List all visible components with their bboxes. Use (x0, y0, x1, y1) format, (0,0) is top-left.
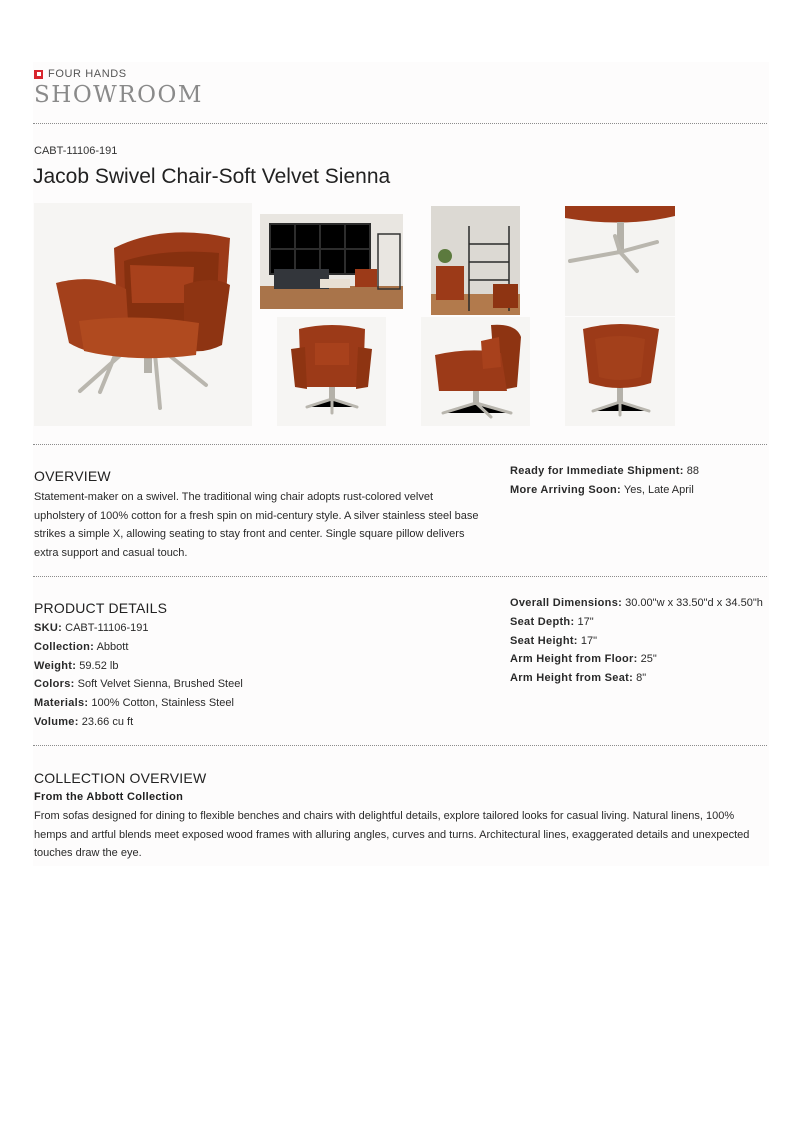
product-title: Jacob Swivel Chair-Soft Velvet Sienna (33, 165, 391, 188)
dimension-label: Arm Height from Seat: (510, 672, 634, 685)
divider (33, 444, 767, 445)
overview-text: Statement-maker on a swivel. The traditional wing chair adopts rust-colored velvet upholstery of 100% cotton for a fresh spin on mid-century style. A silver stainless steel base strikes a simple X, allowing seating to stay front and center. Single square pillow delivers extra support and casual touch. (34, 491, 479, 559)
detail-row (34, 694, 243, 713)
detail-row (34, 619, 243, 638)
dimension-label: Arm Height from Floor: (510, 653, 638, 666)
arriving-row (510, 481, 699, 500)
stock-value: 88 (686, 465, 700, 477)
dimension-value: 17" (580, 634, 597, 647)
detail-label: Collection: (34, 640, 95, 653)
details-left (34, 619, 243, 732)
product-code: CABT-11106-191 (34, 145, 118, 157)
dimension-row (510, 650, 763, 669)
overview-heading: OVERVIEW (34, 468, 111, 484)
dimension-label: Overall Dimensions: (510, 597, 623, 609)
stock-label: Ready for Immediate Shipment: (510, 465, 684, 477)
dimension-value: 30.00"w x 33.50"d x 34.50"h (625, 597, 763, 609)
detail-label: Volume: (34, 715, 79, 728)
dimension-label: Seat Height: (510, 634, 578, 647)
divider (33, 123, 767, 124)
collection-text: From sofas designed for dining to flexible benches and chairs with delightful details, explore tailored looks for casual living. Natural linens, 100% hemps and artful blends meet exposed wood frames with alluring angles, curves and turns. Architectural lines, exaggerated details and unexpected touches draw the eye. (34, 810, 750, 859)
availability-list (510, 462, 699, 500)
brand-mark-icon (34, 70, 43, 79)
detail-label: Weight: (34, 659, 77, 672)
base-detail-image[interactable] (565, 206, 675, 316)
brand-logo (34, 68, 203, 108)
shelf-scene-image[interactable] (431, 206, 520, 315)
detail-value: CABT-11106-191 (65, 622, 149, 634)
detail-value: Soft Velvet Sienna, Brushed Steel (77, 678, 243, 691)
divider (33, 745, 767, 746)
stock-row (510, 462, 699, 481)
detail-value: Abbott (96, 640, 129, 653)
dimension-row (510, 594, 763, 613)
dimension-value: 17" (577, 615, 594, 628)
detail-label: SKU: (34, 622, 63, 634)
main-product-image[interactable] (34, 203, 252, 426)
dimension-row (510, 632, 763, 651)
details-heading: PRODUCT DETAILS (34, 600, 168, 616)
brand-name: FOUR HANDS (48, 68, 127, 80)
room-scene-image[interactable] (260, 214, 403, 309)
detail-row (34, 675, 243, 694)
detail-row (34, 657, 243, 676)
detail-label: Materials: (34, 697, 89, 710)
detail-row (34, 638, 243, 657)
details-right (510, 594, 763, 688)
brand-wordmark: SHOWROOM (34, 82, 203, 108)
chair-back-image[interactable] (565, 317, 675, 426)
collection-heading: COLLECTION OVERVIEW (34, 770, 207, 786)
detail-value: 59.52 lb (79, 659, 119, 672)
dimension-row (510, 669, 763, 688)
dimension-value: 8" (636, 672, 647, 685)
detail-label: Colors: (34, 678, 75, 691)
collection-subheading: From the Abbott Collection (34, 791, 184, 803)
divider (33, 576, 767, 577)
detail-value: 100% Cotton, Stainless Steel (91, 697, 234, 710)
dimension-row (510, 613, 763, 632)
dimension-label: Seat Depth: (510, 615, 575, 628)
detail-value: 23.66 cu ft (81, 715, 134, 728)
arriving-value: Yes, Late April (623, 483, 694, 496)
chair-front-image[interactable] (277, 317, 386, 426)
detail-row (34, 713, 243, 732)
dimension-value: 25" (640, 653, 657, 666)
arriving-label: More Arriving Soon: (510, 483, 622, 496)
chair-side-image[interactable] (421, 317, 530, 426)
